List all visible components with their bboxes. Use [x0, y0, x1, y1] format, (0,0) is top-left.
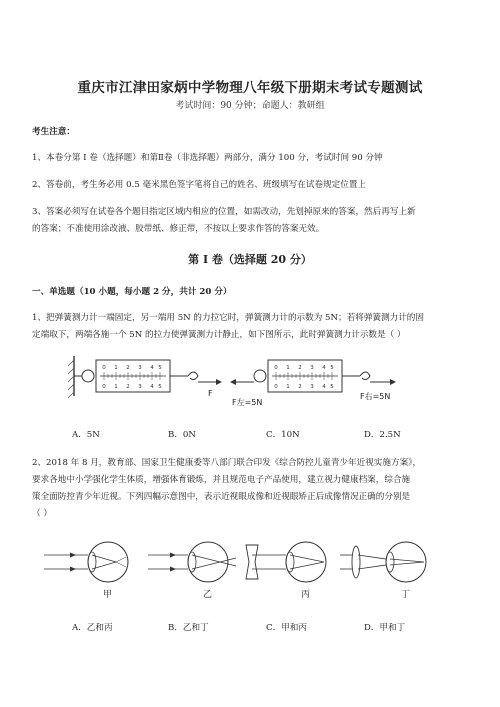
scale-tick-label: 3 — [310, 384, 314, 390]
q2-line-3: 策全面防控青少年近视。下列四幅示意图中，表示近视眼成像和近视眼矫正后成像情况正确的分别是 — [32, 492, 411, 502]
scale-tick-label: 4 — [322, 365, 326, 371]
notice-heading: 考生注意： — [32, 127, 75, 137]
q1-option-b[interactable]: B．0N — [168, 430, 196, 440]
force-label-mid: F左=5N — [232, 398, 263, 407]
q2-option-d[interactable]: D．甲和丁 — [364, 623, 406, 633]
scale-tick-label: 4 — [150, 365, 154, 371]
scale-tick-label: 2 — [126, 365, 130, 371]
eye-diagram-yi — [148, 542, 236, 600]
scale-tick-label: 1 — [286, 384, 290, 390]
section-title: 第 I 卷（选择题 20 分） — [188, 253, 312, 266]
q2-option-a[interactable]: A．乙和丙 — [72, 623, 113, 633]
exam-info: 考试时间：90 分钟；命题人：教研组 — [175, 101, 325, 111]
scale-tick-label: 1 — [114, 384, 118, 390]
scale-tick-label: 2 — [298, 365, 302, 371]
scale-tick-label: 3 — [138, 384, 142, 390]
notice-item-1: 1、本卷分第 I 卷（选择题）和第Ⅱ卷（非选择题）两部分，满分 100 分，考试时间 90 分钟 — [32, 153, 383, 163]
scale-tick-label: 3 — [138, 365, 142, 371]
scale-tick-label: 5 — [330, 365, 334, 371]
scale-tick-label: 2 — [126, 384, 130, 390]
figure-label-yi: 乙 — [203, 590, 213, 600]
scale-tick-label: 2 — [298, 384, 302, 390]
figure-label-bing: 丙 — [301, 590, 311, 600]
scale-tick-label: 0 — [102, 365, 106, 371]
eye-diagram-jia — [44, 542, 128, 600]
eye-diagram-figure — [40, 533, 460, 603]
figure-label-jia: 甲 — [103, 590, 113, 600]
wall-icon — [68, 356, 74, 398]
scale-tick-label: 5 — [330, 384, 334, 390]
notice-item-2: 2、答卷前，考生务必用 0.5 毫米黑色签字笔将自己的姓名、班级填写在试卷规定位置上 — [32, 180, 366, 190]
scale-tick-label: 4 — [150, 384, 154, 390]
notice-item-3: 3、答案必须写在试卷各个题目指定区域内相应的位置，如需改动，先划掉原来的答案，然后再写上新 — [32, 207, 416, 217]
eye-diagram-bing — [246, 542, 326, 600]
scale-tick-label: 0 — [274, 365, 278, 371]
q2-option-c[interactable]: C．甲和丙 — [266, 623, 307, 633]
spring-scale-right — [230, 360, 396, 392]
scale-tick-label: 3 — [310, 365, 314, 371]
part-heading: 一、单选题（10 小题，每小题 2 分，共计 20 分） — [32, 287, 232, 297]
force-label-right: F右=5N — [360, 392, 391, 401]
q2-line-2: 要求各地中小学强化学生体质，增强体育锻炼，并且规范电子产品使用，建立视力健康档案，综合施 — [32, 475, 411, 485]
force-label-left: F — [208, 389, 213, 398]
scale-tick-label: 5 — [158, 384, 162, 390]
scale-tick-label: 0 — [102, 384, 106, 390]
q1-line-1: 1、把弹簧测力计一端固定，另一端用 5N 的力拉它时，弹簧测力计的示数为 5N；若将弹簧测力计的固 — [32, 313, 424, 323]
spring-scale-figure — [60, 352, 420, 412]
q1-option-a[interactable]: A．5N — [72, 430, 100, 440]
notice-item-3-cont: 的答案；不准使用涂改液、胶带纸、修正带，不按以上要求作答的答案无效。 — [32, 224, 325, 234]
eye-diagram-ding — [340, 542, 426, 600]
page-title: 重庆市江津田家炳中学物理八年级下册期末考试专题测试 — [77, 80, 423, 96]
q2-line-4: （ ） — [32, 509, 52, 519]
scale-tick-label: 1 — [286, 365, 290, 371]
q1-option-c[interactable]: C．10N — [266, 430, 300, 440]
q1-line-2: 定端取下，两端各施一个 5N 的拉力使弹簧测力计静止，如下图所示，此时弹簧测力计示数是（ ） — [32, 330, 406, 340]
q2-option-b[interactable]: B．乙和丁 — [168, 623, 209, 633]
q1-option-d[interactable]: D．2.5N — [364, 430, 401, 440]
scale-tick-label: 5 — [158, 365, 162, 371]
scale-tick-label: 4 — [322, 384, 326, 390]
scale-tick-label: 0 — [274, 384, 278, 390]
spring-scale-left — [74, 360, 222, 398]
q2-line-1: 2、2018 年 8 月，教育部、国家卫生健康委等八部门联合印发《综合防控儿童青少年近视实施方案》， — [32, 458, 422, 468]
figure-label-ding: 丁 — [401, 590, 411, 600]
scale-tick-label: 1 — [114, 365, 118, 371]
